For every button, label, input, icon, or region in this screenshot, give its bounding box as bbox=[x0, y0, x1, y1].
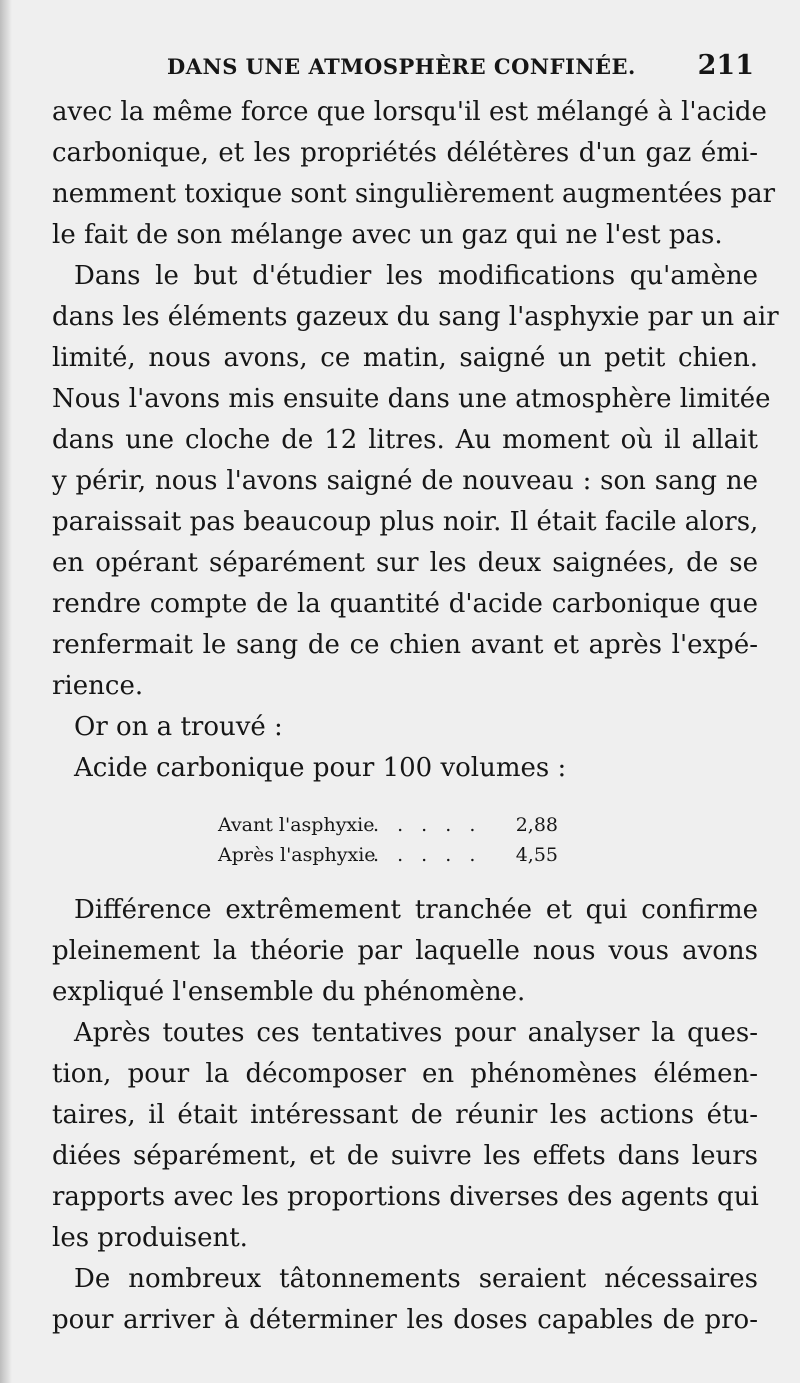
text-line: le fait de son mélange avec un gaz qui ne l'est pas. bbox=[52, 220, 723, 250]
text-line: taires, il était intéressant de réunir les actions étu- bbox=[52, 1100, 758, 1130]
text-line: rience. bbox=[52, 671, 144, 701]
text-line: renfermait le sang de ce chien avant et après l'expé- bbox=[52, 630, 758, 660]
text-line: expliqué l'ensemble du phénomène. bbox=[52, 977, 526, 1007]
text-line: rendre compte de la quantité d'acide carbonique que bbox=[52, 589, 758, 619]
text-line: Dans le but d'étudier les modifications qu'amène bbox=[74, 261, 758, 291]
text-line: Après toutes ces tentatives pour analyser la ques- bbox=[74, 1018, 758, 1048]
page-header bbox=[52, 50, 760, 84]
row-label: Avant l'asphyxie bbox=[218, 814, 375, 836]
text-line: rapports avec les proportions diverses des agents qui bbox=[52, 1182, 759, 1212]
text-block-top bbox=[52, 92, 779, 789]
text-line: dans une cloche de 12 litres. Au moment où il allait bbox=[52, 425, 758, 455]
page-edge-shadow bbox=[0, 0, 12, 1383]
text-line: nemment toxique sont singulièrement augmentées par bbox=[52, 179, 776, 209]
running-title: DANS UNE ATMOSPHÈRE CONFINÉE. bbox=[167, 54, 636, 79]
text-line: paraissait pas beaucoup plus noir. Il était facile alors, bbox=[52, 507, 759, 537]
text-line: De nombreux tâtonnements seraient nécessaires bbox=[74, 1264, 758, 1294]
text-line: tion, pour la décomposer en phénomènes élémen- bbox=[52, 1059, 758, 1089]
row-value: 2,88 bbox=[515, 814, 558, 836]
row-leader-dots: . . . . . bbox=[373, 814, 482, 836]
text-line: pour arriver à déterminer les doses capables de pro- bbox=[52, 1305, 758, 1335]
text-line: Or on a trouvé : bbox=[74, 712, 283, 742]
text-line: pleinement la théorie par laquelle nous vous avons bbox=[52, 936, 758, 966]
text-line: les produisent. bbox=[52, 1223, 248, 1253]
row-label: Après l'asphyxie bbox=[218, 844, 376, 866]
text-line: Nous l'avons mis ensuite dans une atmosphère limitée bbox=[52, 384, 771, 414]
row-leader-dots: . . . . . bbox=[373, 844, 482, 866]
table-row bbox=[218, 810, 568, 840]
text-line: carbonique, et les propriétés délétères d'un gaz émi- bbox=[52, 138, 758, 168]
text-line: en opérant séparément sur les deux saignées, de se bbox=[52, 548, 758, 578]
text-line: dans les éléments gazeux du sang l'asphyxie par un air bbox=[52, 302, 779, 332]
row-value: 4,55 bbox=[515, 844, 558, 866]
results-table bbox=[218, 810, 568, 870]
text-line: Acide carbonique pour 100 volumes : bbox=[74, 753, 567, 783]
text-block-bottom bbox=[52, 890, 758, 1341]
text-line: Différence extrêmement tranchée et qui confirme bbox=[74, 895, 758, 925]
text-line: avec la même force que lorsqu'il est mélangé à l'acide bbox=[52, 97, 767, 127]
page-number: 211 bbox=[697, 50, 754, 81]
text-line: limité, nous avons, ce matin, saigné un petit chien. bbox=[52, 343, 758, 373]
text-line: y périr, nous l'avons saigné de nouveau : son sang ne bbox=[52, 466, 758, 496]
table-row bbox=[218, 840, 568, 870]
text-line: diées séparément, et de suivre les effets dans leurs bbox=[52, 1141, 758, 1171]
